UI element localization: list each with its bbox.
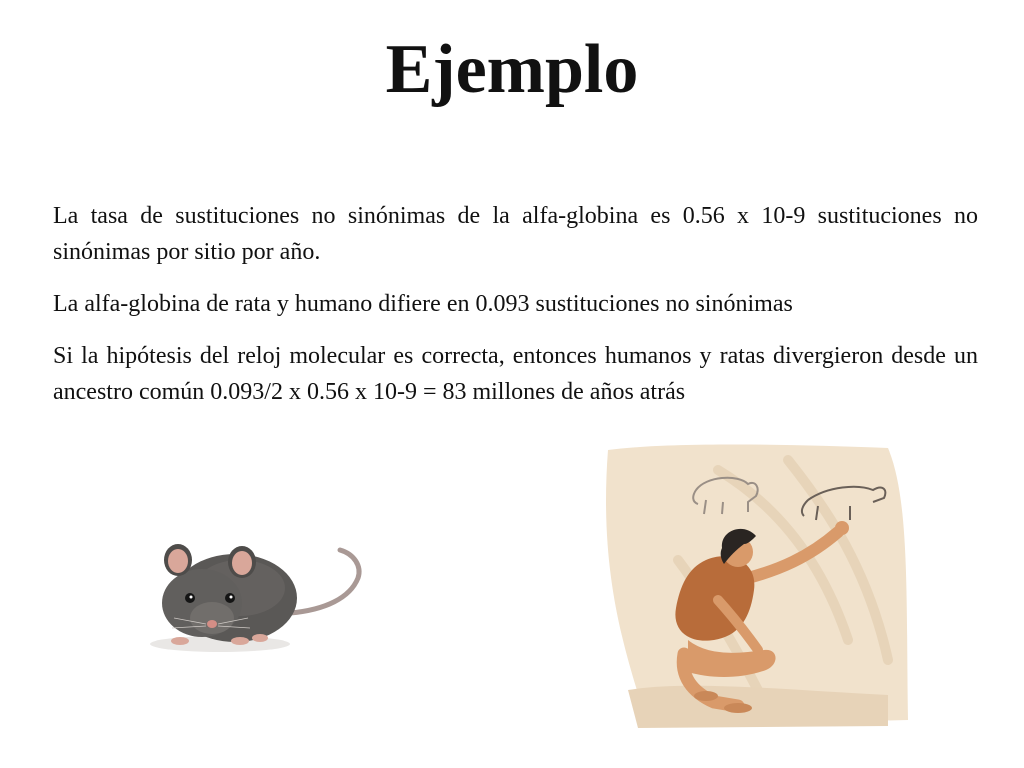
rat-image <box>140 518 376 658</box>
paragraph-molecular-clock: Si la hipótesis del reloj molecular es correcta, entonces humanos y ratas divergieron desde un ancestro común 0.093/2 x 0.56 x 10-9 = 83 millones de años atrás <box>53 343 978 405</box>
slide-body <box>53 198 978 426</box>
slide-title: Ejemplo <box>385 31 639 108</box>
paragraph-rat-human-difference: La alfa-globina de rata y humano difiere en 0.093 sustituciones no sinónimas <box>53 291 793 317</box>
caveman-image <box>588 440 914 734</box>
paragraph-substitution-rate: La tasa de sustituciones no sinónimas de la alfa-globina es 0.56 x 10-9 sustituciones no sinónimas por sitio por año. <box>53 203 978 265</box>
